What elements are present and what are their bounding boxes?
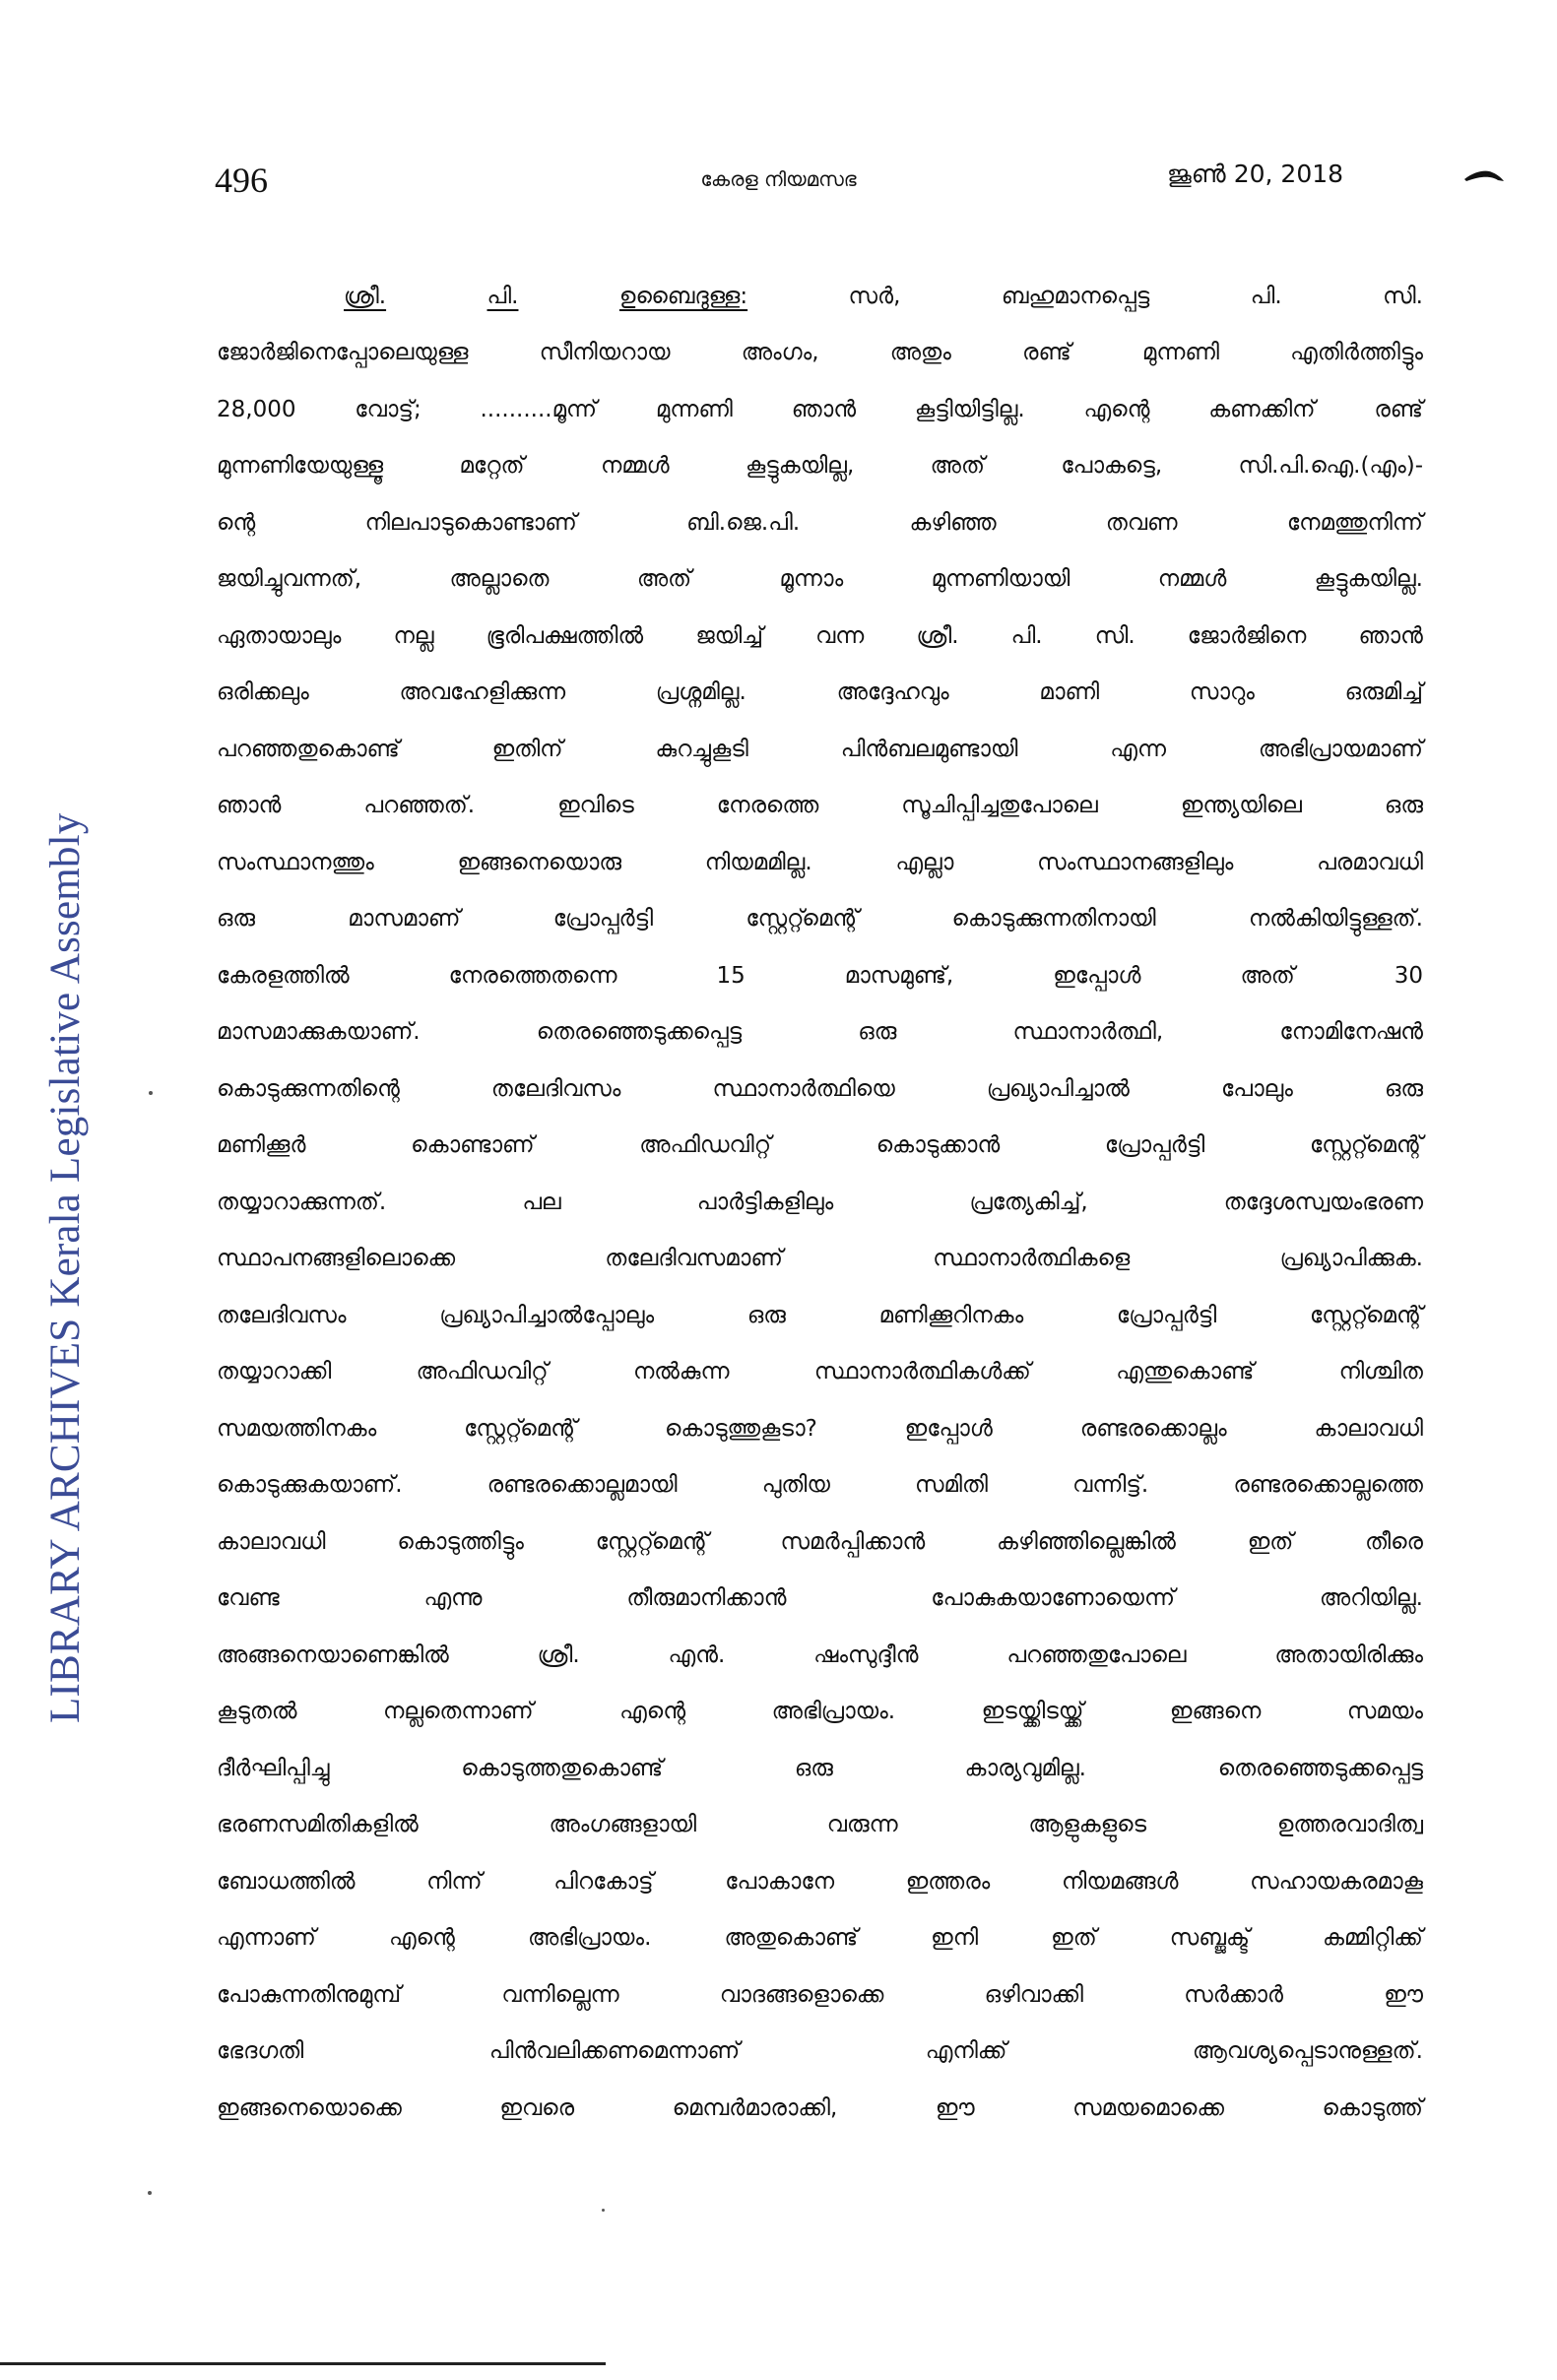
word: കൊടുത്തിട്ടും (397, 1528, 524, 1555)
word: പിൻബലമുണ്ടായി (840, 736, 1018, 762)
word: മണിക്കൂർ (217, 1132, 306, 1159)
text-line (217, 1571, 1423, 1628)
word: എന്റെ (619, 1699, 686, 1725)
word: അതും (889, 340, 951, 366)
word: തയ്യാറാക്കുന്നത്. (217, 1189, 387, 1215)
word: വോട്ട്; (355, 396, 422, 422)
text-line (217, 325, 1423, 382)
word: സ്ഥാനാർത്ഥികൾക്ക് (813, 1359, 1031, 1385)
text-line (217, 2024, 1423, 2081)
word: അവഹേളിക്കുന്ന (399, 679, 566, 706)
word: സൂചിപ്പിച്ചതുപോലെ (901, 793, 1098, 819)
word: അംഗങ്ങളായി (549, 1812, 697, 1838)
word: സംസ്ഥാനത്തും (217, 849, 374, 875)
word: ആളുകളുടെ (1028, 1812, 1147, 1838)
word: കൊടുക്കുന്നതിന്റെ (217, 1075, 400, 1102)
word: അംഗം, (741, 340, 819, 366)
word: സി. (1094, 622, 1135, 649)
word: മുന്നണി (655, 396, 733, 422)
word: കാര്യവുമില്ല. (964, 1755, 1086, 1781)
word: നമ്മൾ (600, 453, 670, 480)
word: 28,000 (217, 396, 296, 422)
word: അഫിഡവിറ്റ് (416, 1359, 549, 1385)
word: ജോർജിനെപ്പോലെയുള്ള (217, 340, 469, 366)
word: സ്റ്റേറ്റ്മെന്റ് (595, 1528, 709, 1555)
word: പിറകോട്ട് (553, 1868, 654, 1895)
word: കാലാവധി (217, 1528, 326, 1555)
word: രണ്ടരക്കൊല്ലത്തെ (1233, 1472, 1423, 1499)
text-line (217, 1231, 1423, 1288)
word: സർക്കാർ (1184, 1981, 1284, 2008)
word: വാദങ്ങളൊക്കെ (719, 1981, 884, 2008)
page-number: 496 (215, 161, 268, 200)
word: ന്റെ (217, 509, 256, 536)
word: ഇപ്പോൾ (1053, 962, 1141, 989)
word: കണക്കിന് (1208, 396, 1316, 422)
word: ഒരുമിച്ച് (1344, 679, 1423, 706)
word: രണ്ടരക്കൊല്ലമായി (487, 1472, 678, 1499)
word: ഇപ്പോൾ (904, 1415, 993, 1442)
word: ഭേദഗതി (217, 2038, 304, 2065)
word: വന്ന (815, 622, 865, 649)
word: കൊടുക്കാൻ (876, 1132, 1001, 1159)
word: മാസമാക്കുകയാണ്. (217, 1019, 421, 1046)
word: നിന്ന് (426, 1868, 483, 1895)
word: ഏതായാലും (217, 622, 342, 649)
text-line (217, 1004, 1423, 1061)
page-date: ജൂൺ 20, 2018 (1167, 160, 1344, 188)
word: എന്റെ (388, 1925, 455, 1952)
word: നിശ്ചിത (1338, 1359, 1423, 1385)
word: നൽകിയിട്ടുള്ളത്. (1248, 906, 1423, 933)
word: മാസമാണ് (348, 906, 461, 933)
text-line (217, 891, 1423, 948)
word: തയ്യാറാക്കി (217, 1359, 332, 1385)
word: ഒരു (1384, 1075, 1423, 1102)
word: കൂട്ടുകയില്ല. (1314, 566, 1423, 593)
word: മുന്നണിയായി (931, 566, 1070, 593)
word: ഒരു (217, 906, 256, 933)
word: പിൻവലിക്കണമെന്നാണ് (488, 2038, 741, 2065)
word: തീരുമാനിക്കാൻ (626, 1585, 787, 1612)
word: ദീർഘിപ്പിച്ചു (217, 1755, 330, 1781)
speech-body (217, 268, 1423, 2137)
word: പി. (1250, 283, 1282, 309)
word: ഒരു (858, 1019, 897, 1046)
word: നിലപാടുകൊണ്ടാണ് (364, 509, 577, 536)
word: ശ്രീ. (537, 1641, 580, 1668)
word: എന്റെ (1083, 396, 1150, 422)
word: കൂട്ടുകയില്ല, (745, 453, 855, 480)
word: തലേദിവസമാണ് (605, 1246, 783, 1272)
text-line (217, 1966, 1423, 2024)
word: അദ്ദേഹവും (836, 679, 949, 706)
text-line (217, 438, 1423, 495)
word: എന്നാണ് (217, 1925, 316, 1952)
word: അഭിപ്രായം. (527, 1925, 652, 1952)
text-line (217, 268, 1423, 325)
word: രണ്ടരക്കൊല്ലം (1079, 1415, 1227, 1442)
word: സമർപ്പിക്കാൻ (780, 1528, 926, 1555)
word: ഞാൻ (217, 793, 282, 819)
word: എന്ന (1110, 736, 1166, 762)
word: പല (522, 1189, 561, 1215)
word: സി. (1383, 283, 1423, 309)
word: എതിർത്തിട്ടും (1290, 340, 1423, 366)
word: പി. (1010, 622, 1043, 649)
word: ജയിച്ചുവന്നത്, (217, 566, 362, 593)
word: അങ്ങനെയാണെങ്കിൽ (217, 1641, 449, 1668)
word: പ്രത്യേകിച്ച്, (969, 1189, 1088, 1215)
word: പ്രോപ്പർട്ടി (1104, 1132, 1205, 1159)
word: അത് (1240, 962, 1295, 989)
word: മെമ്പർമാരാക്കി, (672, 2094, 838, 2121)
word: സഹായകരമാകൂ (1250, 1868, 1423, 1895)
word: ഈ (1384, 1981, 1423, 2008)
word: 15 (716, 962, 746, 989)
scan-speck (148, 2191, 152, 2195)
word: ഇടയ്ക്കിടയ്ക്ക് (981, 1699, 1084, 1725)
word: ഒരു (746, 1302, 786, 1328)
text-line (217, 1627, 1423, 1684)
word: നമ്മൾ (1157, 566, 1227, 593)
text-line (217, 1174, 1423, 1231)
word: കൊണ്ടാണ് (411, 1132, 535, 1159)
word: പറഞ്ഞതുകൊണ്ട് (217, 736, 400, 762)
word: ഇത് (1247, 1528, 1294, 1555)
text-line (217, 1910, 1423, 1967)
word: സ്റ്റേറ്റ്മെന്റ് (746, 906, 860, 933)
text-line (217, 1513, 1423, 1571)
word: മറ്റേത് (459, 453, 525, 480)
word: കഴിഞ്ഞില്ലെങ്കിൽ (997, 1528, 1176, 1555)
word: രണ്ട് (1374, 396, 1423, 422)
word: നൽകുന്ന (632, 1359, 730, 1385)
word: കൊടുത്ത് (1322, 2094, 1423, 2121)
word: മാണി (1039, 679, 1100, 706)
text-line (217, 1061, 1423, 1118)
word: ജയിച്ച് (695, 622, 763, 649)
word: സ്റ്റേറ്റ്മെന്റ് (1309, 1302, 1423, 1328)
word: ഇത് (1051, 1925, 1097, 1952)
word: കൂടുതൽ (217, 1699, 297, 1725)
word: തവണ (1105, 509, 1178, 536)
scan-speck (149, 1091, 153, 1095)
word: തീരെ (1365, 1528, 1423, 1555)
word: രണ്ട് (1022, 340, 1071, 366)
word: അത് (930, 453, 985, 480)
word: എന്തുകൊണ്ട് (1116, 1359, 1255, 1385)
word: ഞാൻ (791, 396, 857, 422)
word: എന്നു (423, 1585, 483, 1612)
word: ഒരു (794, 1755, 833, 1781)
word: കൊടുത്തതുകൊണ്ട് (461, 1755, 664, 1781)
word: മാസമുണ്ട്, (844, 962, 954, 989)
speaker-name: ശ്രീ. (344, 283, 387, 309)
word: ..........മൂന്ന് (480, 396, 598, 422)
word: ഭരണസമിതികളിൽ (217, 1812, 419, 1838)
word: മൂന്നാം (779, 566, 844, 593)
word: പോകട്ടെ, (1061, 453, 1163, 480)
word: സാറും (1189, 679, 1255, 706)
word: വേണ്ട (217, 1585, 280, 1612)
word: സമയമൊക്കെ (1072, 2094, 1224, 2121)
word: അത് (636, 566, 692, 593)
text-line (217, 1740, 1423, 1797)
word: പോകുകയാണോയെന്ന് (931, 1585, 1176, 1612)
text-line (217, 494, 1423, 551)
text-line (217, 2080, 1423, 2137)
word: നേമത്തുനിന്ന് (1286, 509, 1423, 536)
text-line (217, 665, 1423, 722)
word: അതായിരിക്കും (1274, 1641, 1423, 1668)
word: തലേദിവസം (217, 1302, 347, 1328)
word: ഉത്തരവാദിത്വ (1276, 1812, 1423, 1838)
word: മുന്നണിയേയുള്ളൂ (217, 453, 384, 480)
text-line (217, 1797, 1423, 1854)
word: നോമിനേഷൻ (1279, 1019, 1423, 1046)
word: തെരഞ്ഞെടുക്കപ്പെട്ട (536, 1019, 743, 1046)
word: അഭിപ്രായം. (771, 1699, 896, 1725)
word: ഇന്ത്യയിലെ (1180, 793, 1302, 819)
word: ബോധത്തിൽ (217, 1868, 356, 1895)
word: അല്ലാതെ (449, 566, 550, 593)
word: കമ്മിറ്റിക്ക് (1323, 1925, 1423, 1952)
word: സംസ്ഥാനങ്ങളിലും (1037, 849, 1234, 875)
word: ബഹുമാനപ്പെട്ട (1001, 283, 1150, 309)
word: എൻ. (668, 1641, 726, 1668)
word: വരുന്ന (826, 1812, 898, 1838)
word: ഇതിന് (491, 736, 563, 762)
word: ഇവിടെ (557, 793, 634, 819)
word: ഇനി (931, 1925, 979, 1952)
word: സമയത്തിനകം (217, 1415, 377, 1442)
word: പരമാവധി (1317, 849, 1423, 875)
text-line (217, 1457, 1423, 1514)
word: ഇവരെ (499, 2094, 575, 2121)
word: പറഞ്ഞത്. (363, 793, 476, 819)
running-title: കേരള നിയമസഭ (700, 167, 857, 191)
word: ശ്രീ. (916, 622, 959, 649)
text-line (217, 834, 1423, 891)
word: ഇത്തരം (905, 1868, 991, 1895)
word: കേരളത്തിൽ (217, 962, 350, 989)
word: മുന്നണി (1141, 340, 1219, 366)
word: സ്റ്റേറ്റ്മെന്റ് (464, 1415, 578, 1442)
word: ഒരിക്കലും (217, 679, 309, 706)
word: നല്ല (393, 622, 434, 649)
word: പ്രഖ്യാപിച്ചാൽപ്പോലും (439, 1302, 655, 1328)
text-line (217, 381, 1423, 438)
word: എല്ലാ (895, 849, 954, 875)
word: സ്ഥാനാർത്ഥികളെ (933, 1246, 1131, 1272)
word: സമയം (1346, 1699, 1423, 1725)
text-line (217, 721, 1423, 778)
word: കഴിഞ്ഞ (909, 509, 997, 536)
word: സ്ഥാപനങ്ങളിലൊക്കെ (217, 1246, 456, 1272)
text-line (217, 1287, 1423, 1344)
word: നേരത്തെ (716, 793, 819, 819)
text-line (217, 1853, 1423, 1910)
word: സി.പി.ഐ.(എം)- (1238, 453, 1423, 480)
word: തെരഞ്ഞെടുക്കപ്പെട്ട (1217, 1755, 1423, 1781)
word: പ്രോപ്പർട്ടി (552, 906, 654, 933)
text-line (217, 1344, 1423, 1401)
word: തലേദിവസം (490, 1075, 621, 1102)
word: സ്റ്റേറ്റ്മെന്റ് (1309, 1132, 1423, 1159)
word: പ്രഖ്യാപിച്ചാൽ (986, 1075, 1130, 1102)
word: നിയമമില്ല. (704, 849, 812, 875)
word: കുറച്ചുകൂടി (655, 736, 748, 762)
word: പോലും (1220, 1075, 1293, 1102)
word: പോകാനേ (725, 1868, 835, 1895)
word: ഈ (935, 2094, 975, 2121)
word: ഷംസുദ്ദീൻ (813, 1641, 919, 1668)
word: 30 (1394, 962, 1423, 989)
word: അതുകൊണ്ട് (724, 1925, 859, 1952)
word: അഭിപ്രായമാണ് (1258, 736, 1423, 762)
text-line (217, 778, 1423, 835)
word: ഇങ്ങനെയൊക്കെ (217, 2094, 402, 2121)
corner-ink-mark (1462, 167, 1506, 183)
word: പുതിയ (761, 1472, 830, 1499)
word: ഞാൻ (1358, 622, 1423, 649)
word: പ്രോപ്പർട്ടി (1116, 1302, 1217, 1328)
text-line (217, 1400, 1423, 1457)
word: ഭൂരിപക്ഷത്തിൽ (486, 622, 644, 649)
word: ഇങ്ങനെയൊരു (457, 849, 622, 875)
text-line (217, 608, 1423, 665)
word: സബ്ജക്ട് (1169, 1925, 1250, 1952)
word: സ്ഥാനാർത്ഥി, (1012, 1019, 1164, 1046)
word: കൂട്ടിയിട്ടില്ല. (914, 396, 1025, 422)
word: ഒരു (1384, 793, 1423, 819)
word: പാർട്ടികളിലും (696, 1189, 834, 1215)
word: കാലാവധി (1314, 1415, 1423, 1442)
word: കൊടുക്കുകയാണ്. (217, 1472, 403, 1499)
word: പ്രശ്നമില്ല. (655, 679, 746, 706)
speaker-name: പി. (487, 283, 519, 309)
word: പോകുന്നതിനുമുമ്പ് (217, 1981, 402, 2008)
word: സർ, (848, 283, 901, 309)
word: സീനിയറായ (539, 340, 671, 366)
word: സമിതി (915, 1472, 989, 1499)
word: പറഞ്ഞതുപോലെ (1006, 1641, 1187, 1668)
word: നല്ലതെന്നാണ് (383, 1699, 534, 1725)
word: ഇങ്ങനെ (1169, 1699, 1262, 1725)
word: ജോർജിനെ (1187, 622, 1307, 649)
text-line (217, 1118, 1423, 1175)
word: നിയമങ്ങൾ (1061, 1868, 1179, 1895)
word: വന്നില്ലെന്ന (501, 1981, 619, 2008)
word: കൊടുക്കുന്നതിനായി (951, 906, 1156, 933)
word: സ്ഥാനാർത്ഥിയെ (712, 1075, 895, 1102)
scan-speck (602, 2209, 605, 2212)
word: മണിക്കൂറിനകം (878, 1302, 1024, 1328)
word: തദ്ദേശസ്വയംഭരണ (1223, 1189, 1423, 1215)
word: ഒഴിവാക്കി (984, 1981, 1084, 2008)
word: കൊടുത്തുകൂടാ? (664, 1415, 817, 1442)
word: എനിക്ക് (925, 2038, 1007, 2065)
speaker-name: ഉബൈദുള്ള: (618, 283, 748, 309)
word: ബി.ജെ.പി. (686, 509, 801, 536)
text-line (217, 1684, 1423, 1741)
word: വന്നിട്ട്. (1072, 1472, 1149, 1499)
archive-watermark: LIBRARY ARCHIVES Kerala Legislative Assembly (42, 812, 89, 1723)
word: പ്രഖ്യാപിക്കുക. (1279, 1246, 1423, 1272)
text-line (217, 947, 1423, 1004)
word: ആവശ്യപ്പെടാനുള്ളത്. (1192, 2038, 1423, 2065)
word: അഫിഡവിറ്റ് (639, 1132, 772, 1159)
word: അറിയില്ല. (1319, 1585, 1423, 1612)
bottom-rule (0, 2362, 606, 2365)
text-line (217, 551, 1423, 609)
word: നേരത്തെതന്നെ (448, 962, 617, 989)
